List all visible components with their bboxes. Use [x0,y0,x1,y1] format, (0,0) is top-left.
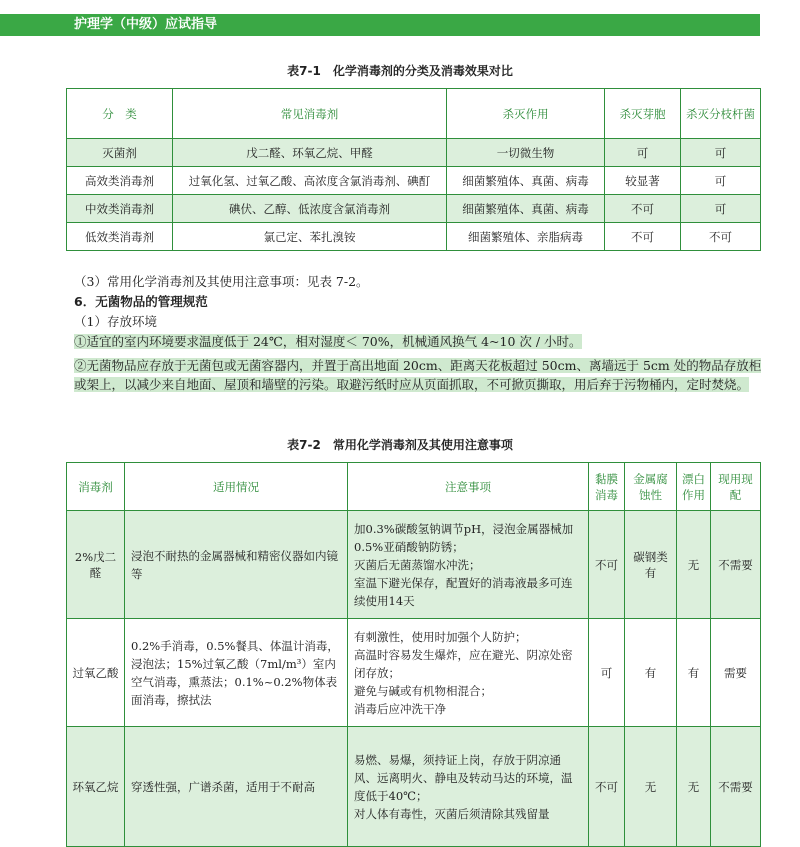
table2-header: 注意事项 [348,463,589,511]
table2-header: 金属腐蚀性 [625,463,677,511]
table-cell: 不可 [605,223,681,251]
table2 [66,462,761,847]
table-cell: 较显著 [605,167,681,195]
table-cell: 灭菌剂 [67,139,173,167]
table2-header: 黏膜消毒 [589,463,625,511]
table2-title: 表7-2 常用化学消毒剂及其使用注意事项 [287,438,513,452]
corrosion-cell: 无 [625,727,677,847]
table1-header: 分 类 [67,89,173,139]
mucosa-cell: 不可 [589,511,625,619]
disinfectant-name: 环氧乙烷 [67,727,125,847]
notes-cell [348,727,589,847]
table1 [66,88,761,251]
table-cell: 过氧化氢、过氧乙酸、高浓度含氯消毒剂、碘酊 [173,167,447,195]
notes-cell [348,619,589,727]
highlighted-text: ②无菌物品应存放于无菌包或无菌容器内，并置于高出地面 20cm、距离天花板超过 50cm、离墙远于 5cm 处的物品存放柜或架上，以减少来自地面、屋顶和墙壁的污染。取避污纸时应从页面抓取，不可掀页撕取，用后弃于污物桶内，定时焚烧。 [74,358,762,392]
corrosion-cell: 有 [625,619,677,727]
usage-cell: 0.2%手消毒，0.5%餐具、体温计消毒，浸泡法；15%过氧乙酸（7ml/m³）室内空气消毒，熏蒸法；0.1%~0.2%物体表面消毒，擦拭法 [125,619,348,727]
table1-title: 表7-1 化学消毒剂的分类及消毒效果对比 [287,64,513,78]
note-line: 消毒后应冲洗干净 [354,701,446,716]
paragraph-environment [74,332,764,351]
table1-header: 杀灭作用 [447,89,605,139]
table-cell: 戊二醛、环氧乙烷、甲醛 [173,139,447,167]
note-line: 易燃、易爆，须持证上岗，存放于阴凉通风、远离明火、静电及转动马达的环境，温度低于40℃； [354,752,573,803]
table1-header: 杀灭分枝杆菌 [681,89,761,139]
notes-cell [348,511,589,619]
fresh-cell: 不需要 [711,511,761,619]
table-cell: 不可 [681,223,761,251]
disinfectant-name: 过氧乙酸 [67,619,125,727]
paragraph-storage [74,356,764,394]
running-header-title: 护理学（中级）应试指导 [74,17,218,32]
bleach-cell: 无 [677,727,711,847]
table-cell: 细菌繁殖体、真菌、病毒 [447,195,605,223]
corrosion-cell: 碳钢类有 [625,511,677,619]
table-row [67,223,761,251]
bleach-cell: 无 [677,511,711,619]
subsection-heading: （1）存放环境 [74,314,157,329]
highlighted-text: ①适宜的室内环境要求温度低于 24℃，相对湿度＜ 70%，机械通风换气 4~10 次 / 小时。 [74,334,582,349]
bleach-cell: 有 [677,619,711,727]
fresh-cell: 需要 [711,619,761,727]
table-row [67,511,761,619]
table1-header: 常见消毒剂 [173,89,447,139]
note-line: 加0.3%碳酸氢钠调节pH，浸泡金属器械加0.5%亚硝酸钠防锈； [354,521,574,554]
usage-cell: 穿透性强，广谱杀菌，适用于不耐高 [125,727,348,847]
usage-cell: 浸泡不耐热的金属器械和精密仪器如内镜等 [125,511,348,619]
note-line: 灭菌后无菌蒸馏水冲洗； [354,557,481,572]
table2-header: 适用情况 [125,463,348,511]
table-cell: 高效类消毒剂 [67,167,173,195]
table-row [67,619,761,727]
table-cell: 低效类消毒剂 [67,223,173,251]
note-line: 室温下避光保存，配置好的消毒液最多可连续使用14天 [354,575,573,608]
table-cell: 细菌繁殖体、亲脂病毒 [447,223,605,251]
table-row [67,167,761,195]
section-heading: 6．无菌物品的管理规范 [74,294,208,309]
note-line: 高温时容易发生爆炸，应在避光、阴凉处密闭存放； [354,647,573,680]
table-cell: 可 [605,139,681,167]
note-line: 对人体有毒性，灭菌后须清除其残留量 [354,806,550,821]
table-cell: 可 [681,139,761,167]
table-cell: 氯己定、苯扎溴铵 [173,223,447,251]
note-line: 有刺激性，使用时加强个人防护； [354,629,527,644]
table2-header: 漂白作用 [677,463,711,511]
fresh-cell: 不需要 [711,727,761,847]
table-cell: 不可 [605,195,681,223]
table-row [67,139,761,167]
paragraph-ref-table: （3）常用化学消毒剂及其使用注意事项：见表 7-2。 [74,274,369,289]
disinfectant-name: 2%戊二醛 [67,511,125,619]
note-line: 避免与碱或有机物相混合； [354,683,492,698]
table-cell: 一切微生物 [447,139,605,167]
table-cell: 细菌繁殖体、真菌、病毒 [447,167,605,195]
table2-header: 现用现配 [711,463,761,511]
table-cell: 可 [681,195,761,223]
table1-header: 杀灭芽胞 [605,89,681,139]
table2-header: 消毒剂 [67,463,125,511]
table-row [67,195,761,223]
table-cell: 中效类消毒剂 [67,195,173,223]
table-row [67,727,761,847]
table-cell: 碘伏、乙醇、低浓度含氯消毒剂 [173,195,447,223]
mucosa-cell: 可 [589,619,625,727]
table-cell: 可 [681,167,761,195]
mucosa-cell: 不可 [589,727,625,847]
